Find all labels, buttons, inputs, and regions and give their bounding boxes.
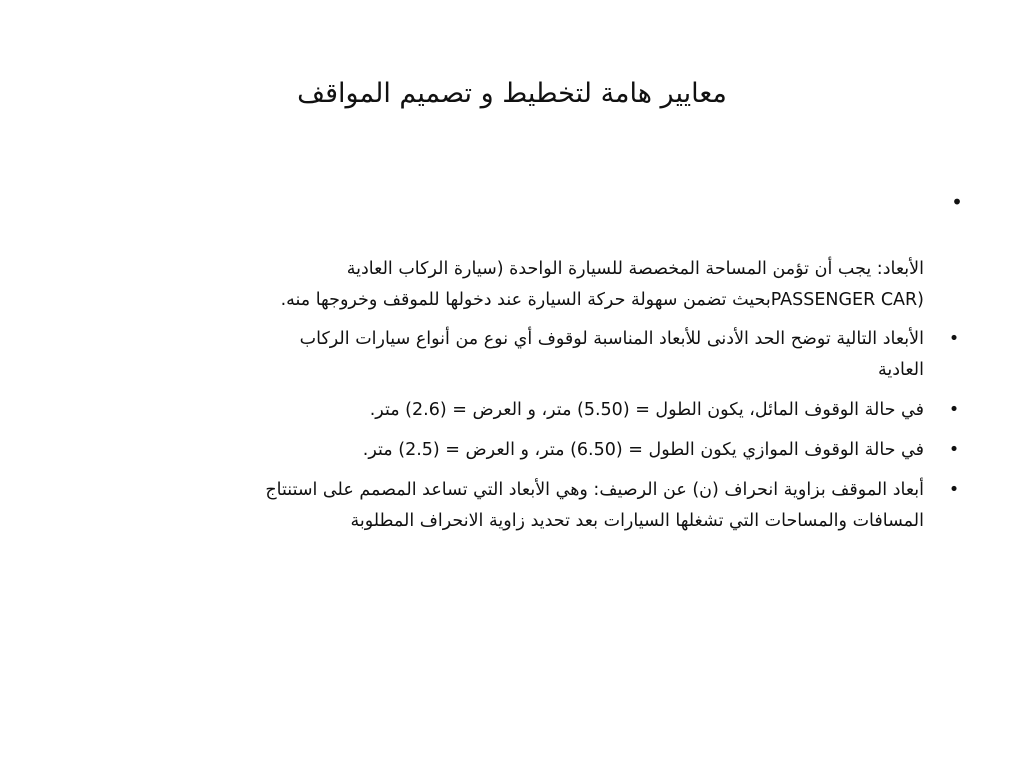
- bullet-point: •: [948, 440, 960, 460]
- list-item-line: الأبعاد التالية توضح الحد الأدنى للأبعاد المناسبة لوقوف أي نوع من أنواع سيارات الركاب: [299, 329, 924, 349]
- list-item-line: في حالة الوقوف الموازي يكون الطول = (6.50) متر، و العرض = (2.5) متر.: [362, 440, 924, 460]
- list-item-line: أبعاد الموقف بزاوية انحراف (ن) عن الرصيف: وهي الأبعاد التي تساعد المصمم على استنتاج: [265, 480, 924, 500]
- empty-bullet: •: [951, 190, 963, 214]
- slide-title: معايير هامة لتخطيط و تصميم المواقف: [297, 78, 727, 109]
- list-item: [70, 395, 960, 426]
- list-item: [70, 475, 960, 537]
- bullet-point: •: [948, 400, 960, 420]
- list-item-line: في حالة الوقوف المائل، يكون الطول = (5.50) متر، و العرض = (2.6) متر.: [369, 400, 924, 420]
- paragraph-line: (PASSENGER CARبحيث تضمن سهولة حركة السيارة عند دخولها للموقف وخروجها منه.: [280, 290, 924, 310]
- list-item: [70, 435, 960, 466]
- list-item-line: المسافات والمساحات التي تشغلها السيارات بعد تحديد زاوية الانحراف المطلوبة: [350, 511, 924, 531]
- paragraph-line: الأبعاد: يجب أن تؤمن المساحة المخصصة للسيارة الواحدة (سيارة الركاب العادية: [346, 259, 924, 279]
- list-item: [70, 324, 960, 386]
- body-text-list: [70, 254, 960, 546]
- list-item-line: العادية: [877, 360, 924, 380]
- bullet-point: •: [948, 480, 960, 500]
- paragraph-dimensions: [70, 254, 940, 316]
- bullet-point: •: [948, 329, 960, 349]
